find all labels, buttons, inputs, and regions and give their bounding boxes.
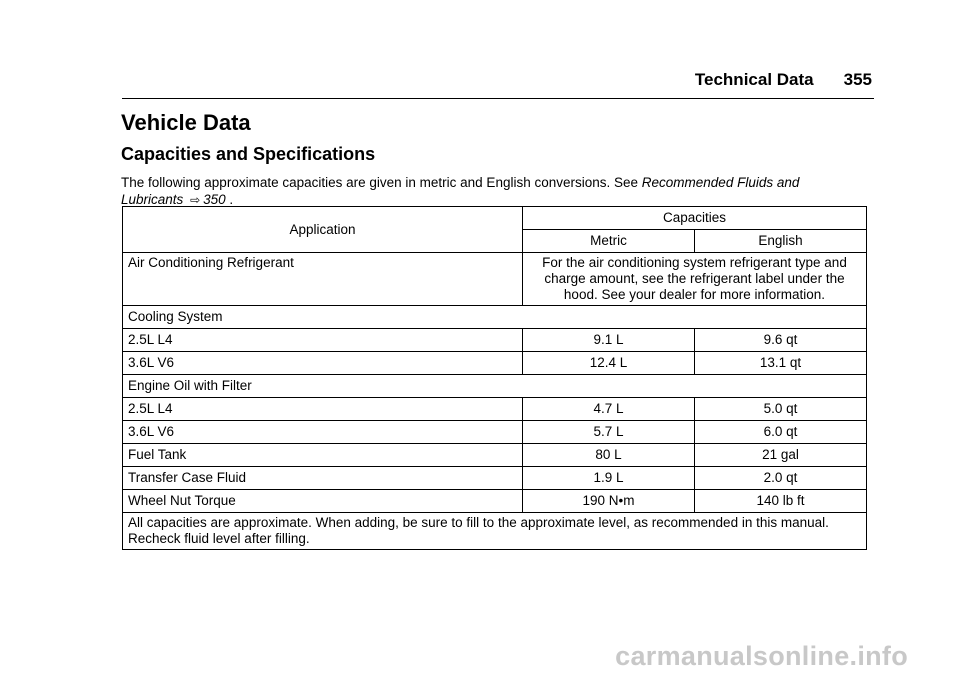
- table-row: [123, 421, 867, 444]
- watermark: carmanualsonline.info: [615, 641, 908, 671]
- english-value: 5.0 qt: [695, 398, 867, 421]
- english-value: 9.6 qt: [695, 329, 867, 352]
- metric-value: 190 N•m: [523, 490, 695, 513]
- header-rule: [122, 98, 874, 99]
- table-footnote: All capacities are approximate. When adding, be sure to fill to the approximate level, as recommended in this manual. Recheck fluid level after filling.: [123, 513, 867, 550]
- ac-note: For the air conditioning system refrigerant type and charge amount, see the refrigerant label under the hood. See your dealer for more information.: [523, 253, 867, 306]
- english-value: 13.1 qt: [695, 352, 867, 375]
- metric-value: 80 L: [523, 444, 695, 467]
- section-title: Technical Data: [694, 70, 814, 89]
- intro-paragraph: [121, 174, 861, 209]
- group-label: Cooling System: [123, 306, 867, 329]
- row-label: 3.6L V6: [123, 352, 523, 375]
- english-value: 140 lb ft: [695, 490, 867, 513]
- table-row: [123, 352, 867, 375]
- section-subtitle: Capacities and Specifications: [121, 144, 376, 164]
- table-row: [123, 490, 867, 513]
- row-label: 3.6L V6: [123, 421, 523, 444]
- page-number: 355: [843, 70, 872, 89]
- metric-value: 4.7 L: [523, 398, 695, 421]
- row-label: Fuel Tank: [123, 444, 523, 467]
- table-row: [123, 398, 867, 421]
- header-application: Application: [123, 207, 523, 253]
- group-label: Engine Oil with Filter: [123, 375, 867, 398]
- table-row: [123, 306, 867, 329]
- english-value: 21 gal: [695, 444, 867, 467]
- row-label: Wheel Nut Torque: [123, 490, 523, 513]
- header-english: English: [695, 230, 867, 253]
- metric-value: 1.9 L: [523, 467, 695, 490]
- metric-value: 12.4 L: [523, 352, 695, 375]
- table-row: [123, 375, 867, 398]
- english-value: 6.0 qt: [695, 421, 867, 444]
- table-row: [123, 253, 867, 306]
- table-row: [123, 467, 867, 490]
- table-row: [123, 444, 867, 467]
- page-header: [695, 70, 872, 90]
- intro-text: The following approximate capacities are given in metric and English conversions. See: [121, 175, 642, 190]
- fluids-link[interactable]: Recommended Fluids and Lubricants: [121, 175, 800, 207]
- metric-value: 5.7 L: [523, 421, 695, 444]
- metric-value: 9.1 L: [523, 329, 695, 352]
- row-label: 2.5L L4: [123, 329, 523, 352]
- header-capacities: Capacities: [523, 207, 867, 230]
- page-title: Vehicle Data: [121, 110, 251, 135]
- table-row: [123, 513, 867, 550]
- row-label: Air Conditioning Refrigerant: [123, 253, 523, 306]
- ref-page-number[interactable]: 350: [203, 192, 226, 207]
- english-value: 2.0 qt: [695, 467, 867, 490]
- page-reference-icon: ⇨: [190, 193, 201, 207]
- row-label: 2.5L L4: [123, 398, 523, 421]
- row-label: Transfer Case Fluid: [123, 467, 523, 490]
- header-metric: Metric: [523, 230, 695, 253]
- capacities-table: [122, 206, 867, 550]
- intro-end: .: [225, 192, 234, 207]
- table-row: [123, 329, 867, 352]
